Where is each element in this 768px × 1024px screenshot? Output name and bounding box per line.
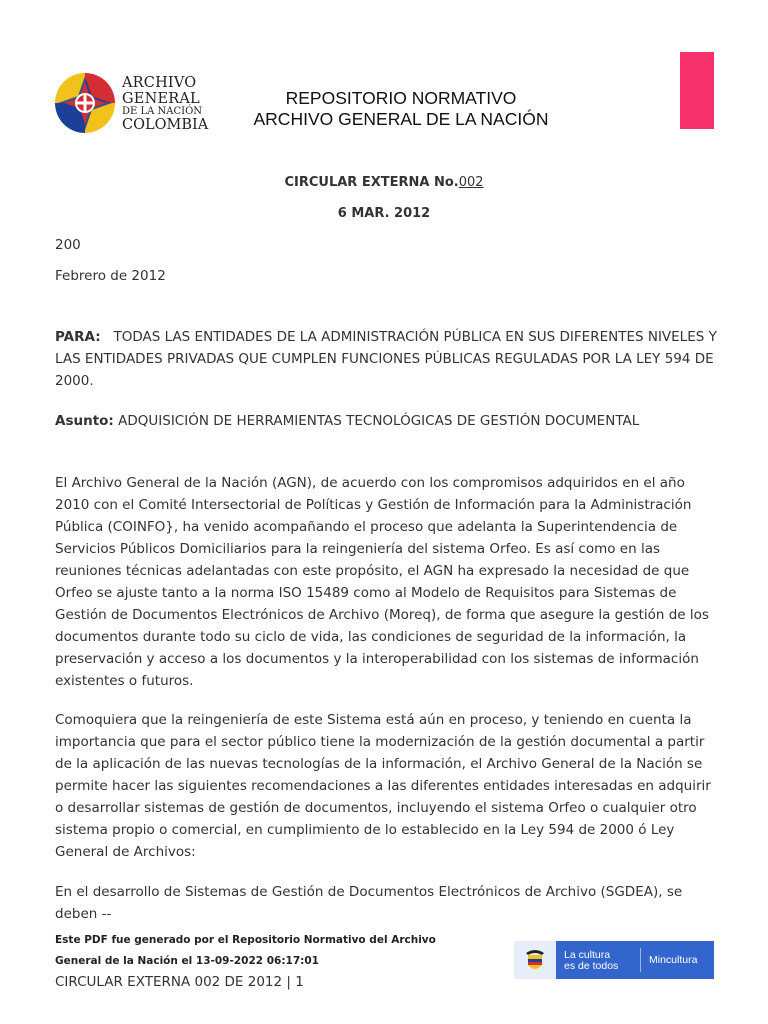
body-paragraph-2: Comoquiera que la reingeniería de este Sistema está aún en proceso, y teniendo en cuenta la importancia que para el sector público tiene la modernización de la gestión documental a partir de la aplicación de las nuevas tecnologías de la información, el Archivo General de la Nación se permite hacer las siguientes recomendaciones a las diferentes entidades interesadas en adquirir o desarrollar sistemas de gestión de documentos, incluyendo el sistema Orfeo o cualquier otro sistema propio o comercial, en cumplimiento de lo establecido en la Ley 594 de 2000 ó Ley General de Archivos: bbox=[55, 712, 711, 860]
generated-note bbox=[55, 930, 495, 972]
logo-line-nacion: DE LA NACIÓN bbox=[122, 106, 203, 117]
circular-heading bbox=[0, 175, 768, 190]
agn-logo-text bbox=[122, 76, 208, 133]
para-text: TODAS LAS ENTIDADES DE LA ADMINISTRACIÓN PÚBLICA EN SUS DIFERENTES NIVELES Y LAS ENTIDADES PRIVADAS QUE CUMPLEN FUNCIONES PÚBLICAS REGULADAS POR LA LEY 594 DE 2000. bbox=[55, 329, 717, 389]
mincultura-name: Mincultura bbox=[649, 954, 698, 966]
agn-emblem-icon bbox=[54, 72, 116, 134]
repository-title-line2: ARCHIVO GENERAL DE LA NACIÓN bbox=[253, 109, 549, 129]
circular-number: 002 bbox=[458, 175, 484, 190]
body-paragraph-1: El Archivo General de la Nación (AGN), de acuerdo con los compromisos adquiridos en el año 2010 con el Comité Intersectorial de Políticas y Gestión de Información para la Administración Pública (COINFO}, ha venido acompañando el proceso que adelanta la Superintendencia de Servicios Públicos Domiciliarios para la reingeniería del sistema Orfeo. Es así como en las reuniones técnicas adelantadas con este propósito, el AGN ha expresado la necesidad de que Orfeo se ajuste tanto a la norma ISO 15489 como al Modelo de Requisitos para Sistemas de Gestión de Documentos Electrónicos de Archivo (Moreq), de forma que asegure la gestión de los documentos durante todo su ciclo de vida, las condiciones de seguridad de la información, la preservación y acceso a los documentos y la interoperabilidad con los sistemas de información existentes o futuros. bbox=[55, 475, 709, 689]
mincultura-slogan-line1: La cultura bbox=[564, 949, 611, 961]
body-paragraph-3: En el desarrollo de Sistemas de Gestión de Documentos Electrónicos de Archivo (SGDEA), se deben -- bbox=[55, 884, 683, 922]
colombia-shield-icon bbox=[514, 941, 556, 979]
asunto-section bbox=[55, 410, 717, 432]
page-footer-label: CIRCULAR EXTERNA 002 DE 2012 | 1 bbox=[55, 974, 304, 990]
repository-title bbox=[226, 88, 576, 130]
accent-bar bbox=[680, 52, 714, 129]
asunto-text: ADQUISICIÓN DE HERRAMIENTAS TECNOLÓGICAS DE GESTIÓN DOCUMENTAL bbox=[118, 413, 640, 429]
generated-note-line1: Este PDF fue generado por el Repositorio Normativo del Archivo bbox=[55, 934, 436, 946]
mincultura-slogan-line2: es de todos bbox=[564, 960, 619, 972]
colombia-shield-area bbox=[514, 941, 556, 979]
generated-note-line2: General de la Nación el 13-09-2022 06:17:01 bbox=[55, 955, 319, 967]
agn-logo bbox=[54, 72, 214, 134]
asunto-label: Asunto: bbox=[55, 413, 114, 429]
mincultura-divider bbox=[640, 948, 641, 972]
mincultura-logo bbox=[514, 941, 714, 979]
stamp-date: 6 MAR. 2012 bbox=[337, 206, 431, 221]
circular-label: CIRCULAR EXTERNA No. bbox=[284, 175, 459, 190]
radicado-number: 200 bbox=[55, 237, 81, 253]
para-section bbox=[55, 326, 717, 392]
para-label: PARA: bbox=[55, 329, 101, 345]
logo-line-archivo: ARCHIVO bbox=[122, 75, 197, 91]
logo-line-general: GENERAL bbox=[122, 90, 200, 107]
logo-line-colombia: COLOMBIA bbox=[122, 117, 209, 133]
repository-title-line1: REPOSITORIO NORMATIVO bbox=[285, 88, 517, 108]
document-date: Febrero de 2012 bbox=[55, 268, 166, 284]
mincultura-slogan bbox=[564, 950, 618, 972]
